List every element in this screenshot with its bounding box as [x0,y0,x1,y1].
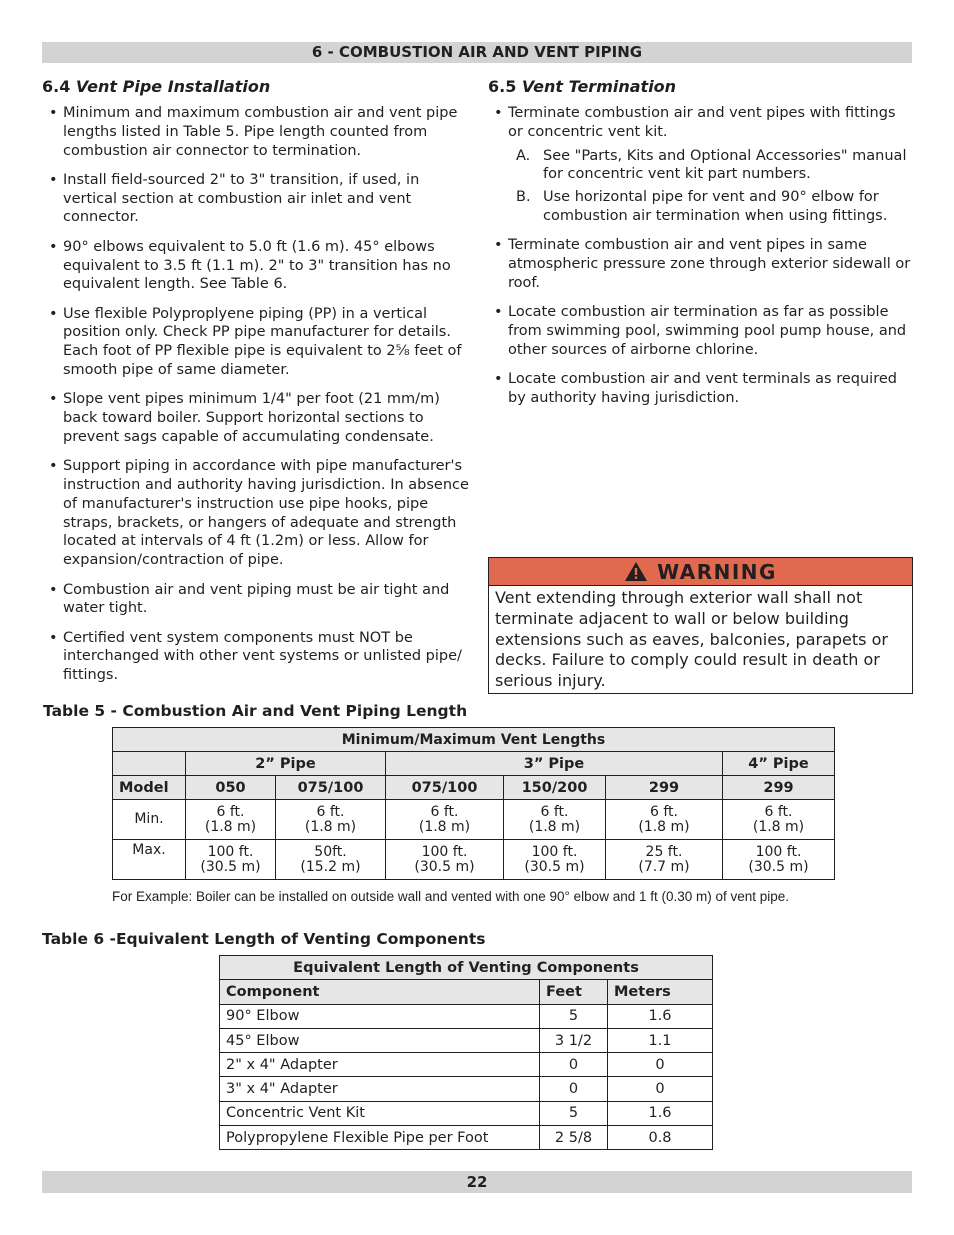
table-cell: 100 ft. (30.5 m) [386,840,504,880]
table-cell: 45° Elbow [220,1028,540,1052]
table-5-row-label: Max. [113,840,186,880]
table-6 [219,955,713,1150]
section-header-bar [42,42,912,63]
bullet-item: • Combustion air and vent piping must be air tight and water tight. [42,581,470,619]
table-cell: 6 ft. (1.8 m) [606,800,723,840]
table-5-pipe-group: 4” Pipe [723,752,835,776]
section-6-5-name: Vent Termination [521,77,677,96]
table-cell: 50ft. (15.2 m) [276,840,386,880]
table-5-model: 075/100 [386,776,504,800]
table-cell: 0 [608,1077,713,1101]
page-number: 22 [466,1173,488,1191]
table-row [220,1126,713,1150]
table-cell: 0 [540,1077,608,1101]
sub-item [516,188,913,226]
table-6-title: Table 6 -Equivalent Length of Venting Components [42,930,486,948]
table-cell: 1.6 [608,1004,713,1028]
table-5-pipe-row [113,752,835,776]
table-cell: 0 [608,1053,713,1077]
table-cell: Polypropylene Flexible Pipe per Foot [220,1126,540,1150]
table-5-model-row [113,776,835,800]
sub-item-letter: B. [516,189,531,206]
table-5-pipe-group: 2” Pipe [186,752,386,776]
sub-list [516,147,913,226]
bullet-item: • Locate combustion air and vent terminals as required by authority having jurisdiction. [487,370,913,408]
table-5-title: Table 5 - Combustion Air and Vent Piping Length [43,702,468,720]
table-cell: 6 ft. (1.8 m) [723,800,835,840]
table-5-model-label: Model [113,776,186,800]
table-5-note: For Example: Boiler can be installed on outside wall and vented with one 90° elbow and 1 ft (0.30 m) of vent pipe. [112,889,790,904]
table-cell: 100 ft. (30.5 m) [723,840,835,880]
table-6-col-component: Component [220,980,540,1004]
sub-item-text: Use horizontal pipe for vent and 90° elbow for combustion air termination when using fittings. [543,189,888,224]
table-5-model: 050 [186,776,276,800]
table-5-main-header-row [113,728,835,752]
table-cell: 6 ft. (1.8 m) [276,800,386,840]
table-5-blank-cell [113,752,186,776]
warning-label: WARNING [657,559,777,584]
sub-item-letter: A. [516,147,531,164]
section-6-4-title [42,77,270,96]
table-cell: 6 ft. (1.8 m) [386,800,504,840]
table-row [113,800,835,840]
warning-text: Vent extending through exterior wall shall not terminate adjacent to wall or below building extensions such as eaves, balconies, parapets or decks. Failure to comply could result in death or serious injury. [495,588,888,691]
table-5-model: 299 [606,776,723,800]
section-6-5-number: 6.5 [488,77,517,96]
bullet-item: • Locate combustion air termination as far as possible from swimming pool, swimming pool pump house, and other sources of airborne chlorine. [487,303,913,359]
table-5-model: 075/100 [276,776,386,800]
table-row [220,1101,713,1125]
table-6-main-header-row [220,956,713,980]
table-cell: 90° Elbow [220,1004,540,1028]
section-6-5-bullets [487,104,913,408]
table-cell: 6 ft. (1.8 m) [186,800,276,840]
table-cell: 6 ft. (1.8 m) [504,800,606,840]
table-cell: 25 ft. (7.7 m) [606,840,723,880]
bullet-item: • Minimum and maximum combustion air and vent pipe lengths listed in Table 5. Pipe length counted from combustion air connector to termination. [42,104,470,160]
footer-bar [42,1171,912,1193]
table-6-main-header: Equivalent Length of Venting Components [220,956,713,980]
table-row [220,1077,713,1101]
table-5-pipe-group: 3” Pipe [386,752,723,776]
table-row [113,840,835,880]
table-cell: 0.8 [608,1126,713,1150]
table-cell: 5 [540,1101,608,1125]
bullet-item: • Terminate combustion air and vent pipes in same atmospheric pressure zone through exterior sidewall or roof. [487,236,913,292]
table-6-col-meters: Meters [608,980,713,1004]
section-6-4-body [42,104,470,696]
bullet-item: • 90° elbows equivalent to 5.0 ft (1.6 m). 45° elbows equivalent to 3.5 ft (1.1 m). 2" to 3" transition has no equivalent length. See Table 6. [42,238,470,294]
warning-box [488,557,913,694]
table-6-column-header-row [220,980,713,1004]
bullet-item: • Install field-sourced 2" to 3" transition, if used, in vertical section at combustion air inlet and vent connector. [42,171,470,227]
section-6-5-body [487,104,913,418]
table-cell: 100 ft. (30.5 m) [186,840,276,880]
table-cell: 2 5/8 [540,1126,608,1150]
section-6-4-name: Vent Pipe Installation [75,77,271,96]
bullet-text: Terminate combustion air and vent pipes with fittings or concentric vent kit. [508,105,896,140]
table-cell: 1.6 [608,1101,713,1125]
sub-item-text: See "Parts, Kits and Optional Accessories" manual for concentric vent kit part numbers. [543,147,907,183]
table-row [220,1028,713,1052]
warning-header [489,558,912,586]
bullet-item: • Use flexible Polyproplyene piping (PP) in a vertical position only. Check PP pipe manufacturer for details. Each foot of PP flexible pipe is equivalent to 2⅝ feet of smooth pipe of same diameter. [42,305,470,380]
bullet-item: • Slope vent pipes minimum 1/4" per foot (21 mm/m) back toward boiler. Support horizontal sections to prevent sags capable of accumulating condensate. [42,390,470,446]
table-cell: Concentric Vent Kit [220,1101,540,1125]
table-5-model: 299 [723,776,835,800]
section-header-title: 6 - COMBUSTION AIR AND VENT PIPING [311,43,643,61]
section-6-4-number: 6.4 [42,77,71,96]
table-5-model: 150/200 [504,776,606,800]
table-5-main-header: Minimum/Maximum Vent Lengths [113,728,835,752]
section-6-5-title [488,77,676,96]
table-6-col-feet: Feet [540,980,608,1004]
table-cell: 3 1/2 [540,1028,608,1052]
bullet-item: • Certified vent system components must NOT be interchanged with other vent systems or unlisted pipe/ fittings. [42,629,470,685]
section-6-4-bullets [42,104,470,685]
table-row [220,1004,713,1028]
table-5-row-label: Min. [113,800,186,840]
warning-triangle-icon [624,561,648,582]
sub-item [516,147,913,185]
table-5 [112,727,835,880]
bullet-item [487,104,913,226]
table-cell: 3" x 4" Adapter [220,1077,540,1101]
table-cell: 0 [540,1053,608,1077]
table-cell: 5 [540,1004,608,1028]
table-cell: 100 ft. (30.5 m) [504,840,606,880]
bullet-item: • Support piping in accordance with pipe manufacturer's instruction and authority having jurisdiction. In absence of manufacturer's instruction use pipe hooks, pipe straps, brackets, or hangers of adequate and strength located at intervals of 4 ft (1.2m) or less. Allow for expansion/contraction of pipe. [42,457,470,570]
table-row [220,1053,713,1077]
table-cell: 2" x 4" Adapter [220,1053,540,1077]
table-cell: 1.1 [608,1028,713,1052]
